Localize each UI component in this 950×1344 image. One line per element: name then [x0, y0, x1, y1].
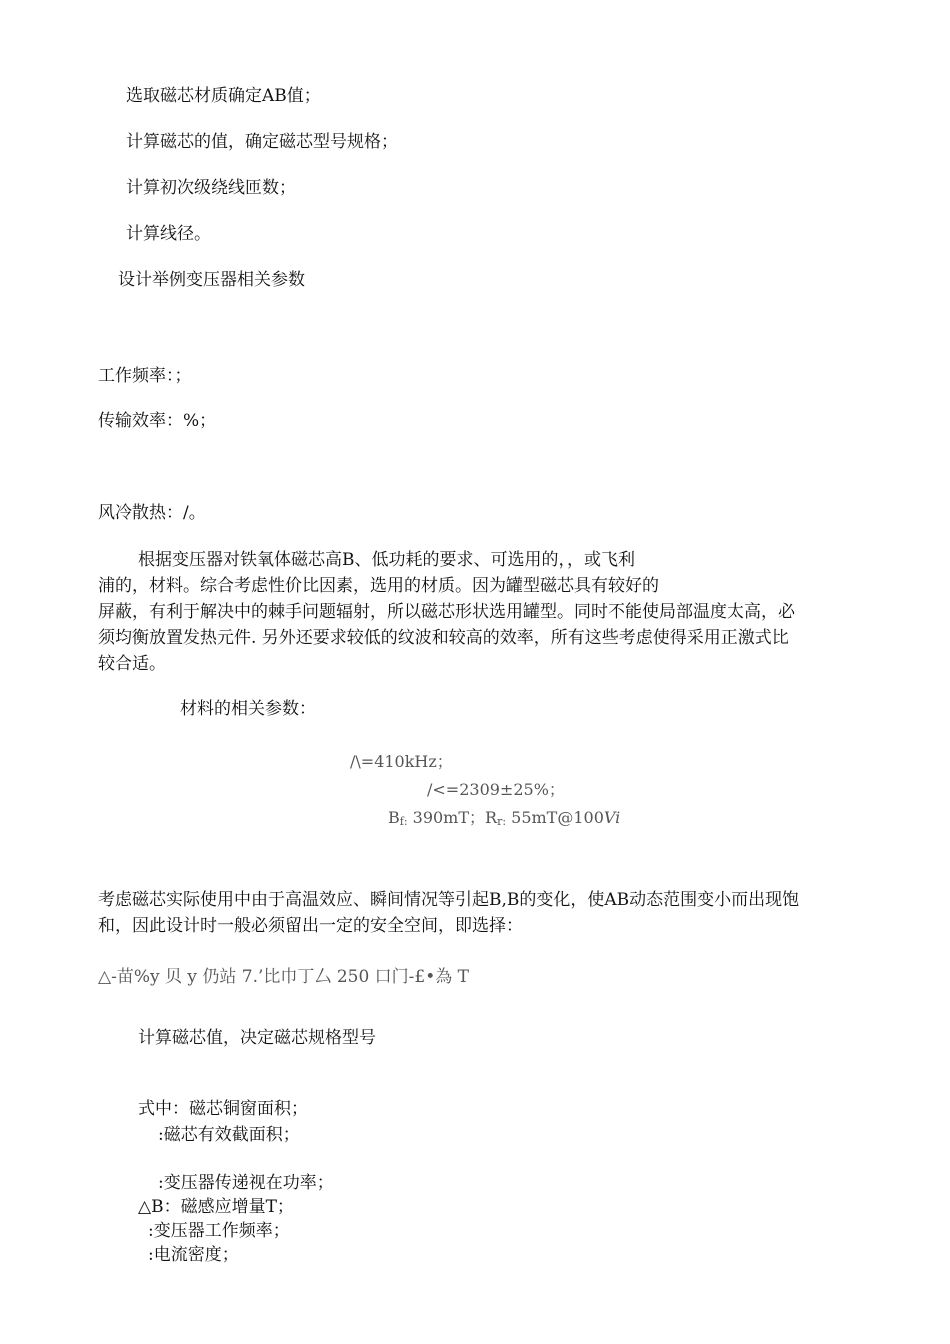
- material-paragraph-line-3: 屏蔽，有利于解决中的棘手问题辐射，所以磁芯形状选用罐型。同时不能使局部温度太高，必: [98, 602, 795, 622]
- material-value-1: /\=410kHz；: [350, 752, 453, 771]
- step-1: 选取磁芯材质确定AB值；: [126, 86, 321, 106]
- material-paragraph: [98, 547, 888, 677]
- saturation-line-2: 和，因此设计时一般必须留出一定的安全空间，即选择：: [98, 916, 523, 936]
- bs-symbol: B: [388, 808, 400, 827]
- br-value: 55mT@100: [506, 808, 604, 827]
- calc-heading: 计算磁芯值，决定磁芯规格型号: [138, 1028, 376, 1048]
- bs-value: 390mT；: [407, 808, 486, 827]
- material-value-2: /<=2309±25%；: [427, 780, 565, 799]
- garbled-formula: △-苗%y 贝 y 仍站 7.’比巾丁厶 250 口门-£•為 T: [98, 967, 470, 987]
- legend-copper-window: 式中：磁芯铜窗面积；: [138, 1099, 308, 1119]
- legend-frequency: :变压器工作频率；: [148, 1221, 290, 1241]
- br-subscript: r:: [497, 815, 507, 828]
- saturation-line-1: 考虑磁芯实际使用中由于高温效应、瞬间情况等引起B,B的变化，使AB动态范围变小而出现饱: [98, 890, 800, 910]
- material-paragraph-line-2: 浦的，材料。综合考虑性价比因素，选用的材质。因为罐型磁芯具有较好的: [98, 576, 659, 596]
- legend-current-density: :电流密度；: [148, 1245, 239, 1265]
- material-paragraph-line-4: 须均衡放置发热元件. 另外还要求较低的纹波和较高的效率，所有这些考虑使得采用正激式比: [98, 628, 789, 648]
- param-efficiency: 传输效率：%；: [98, 411, 217, 431]
- material-paragraph-line-1: 根据变压器对铁氧体磁芯高B、低功耗的要求、可选用的，，或飞利: [138, 550, 635, 570]
- material-paragraph-line-5: 较合适。: [98, 654, 166, 674]
- bs-subscript: f:: [399, 815, 408, 828]
- step-4: 计算线径。: [126, 224, 211, 244]
- saturation-paragraph: [98, 887, 888, 939]
- legend-effective-area: :磁芯有效截面积；: [158, 1125, 300, 1145]
- br-tail: Vi: [603, 808, 621, 827]
- step-2: 计算磁芯的值，确定磁芯型号规格；: [126, 132, 398, 152]
- material-params-title: 材料的相关参数：: [180, 699, 316, 719]
- legend-apparent-power: :变压器传递视在功率；: [158, 1173, 334, 1193]
- material-value-3: [388, 808, 620, 832]
- param-frequency: 工作频率：；: [98, 366, 192, 386]
- legend-delta-b: △B：磁感应增量T；: [138, 1197, 294, 1217]
- param-cooling: 风冷散热：/。: [98, 503, 206, 523]
- step-3: 计算初次级绕线匝数；: [126, 178, 296, 198]
- example-heading: 设计举例变压器相关参数: [118, 270, 305, 290]
- br-symbol: R: [485, 808, 498, 827]
